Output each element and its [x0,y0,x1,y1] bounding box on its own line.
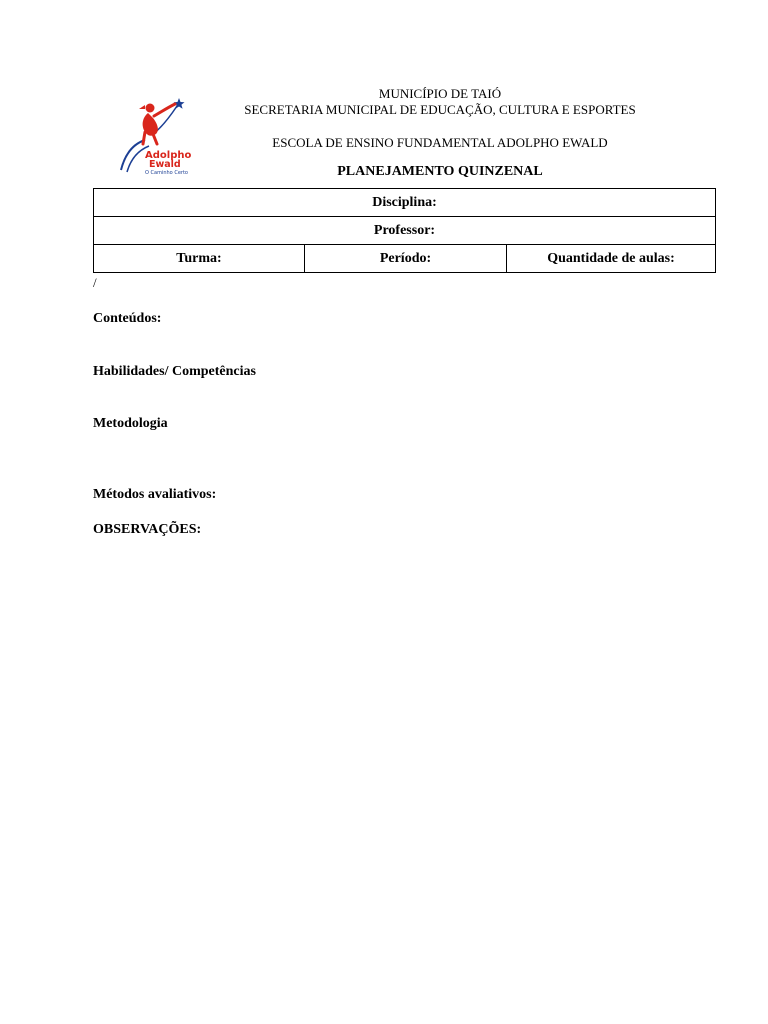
teacher-cell: Professor: [94,217,716,245]
stray-slash: / [93,275,97,290]
secretariat-line: SECRETARIA MUNICIPAL DE EDUCAÇÃO, CULTURA E ESPORTES [244,102,636,117]
evaluation-methods-heading: Métodos avaliativos: [93,487,217,502]
municipality-line: MUNICÍPIO DE TAIÓ [378,86,502,101]
logo-text-line2: Ewald [149,159,181,170]
period-cell: Período: [305,245,507,273]
table-row [94,245,716,273]
logo-tagline: O Caminho Certo [145,170,188,176]
planning-header-table [93,188,716,273]
lessons-count-cell: Quantidade de aulas: [507,245,716,273]
observations-heading: OBSERVAÇÕES: [93,522,202,537]
school-name-line: ESCOLA DE ENSINO FUNDAMENTAL ADOLPHO EWALD [272,135,608,150]
class-cell: Turma: [94,245,305,273]
document-title: PLANEJAMENTO QUINZENAL [337,164,543,179]
discipline-cell: Disciplina: [94,189,716,217]
table-row [94,189,716,217]
logo-text-line1: Adolpho [145,150,192,161]
skills-heading: Habilidades/ Competências [93,364,256,379]
school-logo-icon [115,96,197,178]
contents-heading: Conteúdos: [93,311,162,326]
methodology-heading: Metodologia [93,416,168,431]
table-row [94,217,716,245]
